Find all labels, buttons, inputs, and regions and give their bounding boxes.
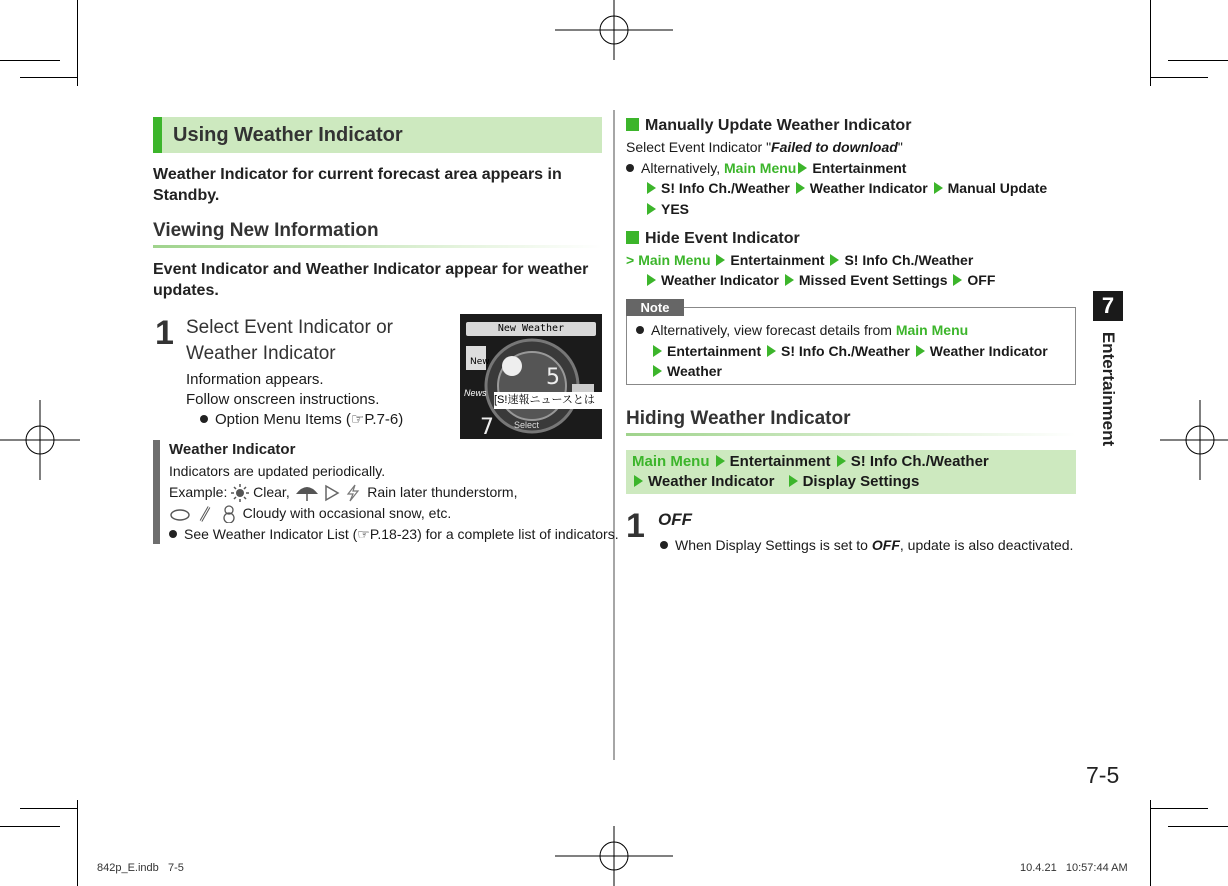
step-number: 1 bbox=[155, 314, 174, 352]
wi-see-list: See Weather Indicator List (☞P.18-23) for a complete list of indicators. bbox=[169, 524, 619, 544]
section-title-using-weather-indicator: Using Weather Indicator bbox=[153, 117, 602, 153]
arrow-icon bbox=[916, 345, 925, 357]
chapter-label: Entertainment bbox=[1099, 331, 1118, 447]
step-main-text: Select Event Indicator or Weather Indicator bbox=[186, 317, 393, 364]
umbrella-icon bbox=[294, 484, 320, 502]
arrow-icon bbox=[798, 162, 807, 174]
note-bar bbox=[153, 440, 160, 544]
hide-event-line-2: Weather Indicator Missed Event Settings OFF bbox=[645, 270, 995, 290]
subheading-underline bbox=[626, 433, 1076, 436]
screen-ticker: [S!速報ニュースとは bbox=[494, 392, 602, 409]
snowman-icon bbox=[219, 505, 239, 523]
wi-line-1: Indicators are updated periodically. bbox=[169, 463, 386, 479]
bullet-icon bbox=[636, 326, 644, 334]
note-label: Note bbox=[626, 299, 684, 316]
intro-text: Weather Indicator for current forecast area appears in Standby. bbox=[153, 166, 562, 204]
hide-event-line-1: > Main Menu Entertainment S! Info Ch./Weather bbox=[626, 252, 974, 268]
svg-text:New: New bbox=[470, 357, 490, 367]
arrow-icon bbox=[796, 182, 805, 194]
bullet-icon bbox=[169, 530, 177, 538]
arrow-later-icon bbox=[324, 484, 340, 502]
arrow-icon bbox=[934, 182, 943, 194]
screen-title: New Weather bbox=[466, 322, 596, 336]
manual-alt-line-3: YES bbox=[645, 199, 689, 219]
manual-select-line: Select Event Indicator "Failed to download" bbox=[626, 139, 903, 155]
page-ref-icon: ☞ bbox=[350, 411, 365, 428]
screen-news-label: News bbox=[464, 388, 487, 398]
arrow-icon bbox=[716, 254, 725, 266]
note-line-2: Entertainment S! Info Ch./Weather Weather Indicator bbox=[651, 341, 1048, 361]
chapter-number-tab: 7 bbox=[1093, 291, 1123, 321]
svg-text:7: 7 bbox=[480, 415, 494, 439]
path-band-line-1: Main Menu Entertainment S! Info Ch./Weather bbox=[632, 453, 989, 470]
step-off-text: OFF bbox=[658, 510, 692, 529]
bullet-icon bbox=[200, 415, 208, 423]
viewing-intro-text: Event Indicator and Weather Indicator appear for weather updates. bbox=[153, 261, 589, 299]
viewing-new-information-title: Viewing New Information bbox=[153, 220, 379, 241]
footer-file: 842p_E.indb 7-5 bbox=[97, 862, 184, 874]
slash-occasional-icon bbox=[195, 505, 215, 523]
page-number: 7-5 bbox=[1086, 762, 1120, 788]
arrow-icon bbox=[653, 365, 662, 377]
bullet-icon bbox=[660, 541, 668, 549]
path-band-line-2: Weather Indicator Display Settings bbox=[632, 472, 919, 492]
arrow-icon bbox=[785, 274, 794, 286]
arrow-icon bbox=[647, 203, 656, 215]
cloud-icon bbox=[169, 506, 191, 522]
step-number: 1 bbox=[626, 507, 645, 545]
sun-icon bbox=[231, 484, 249, 502]
step-line-1: Information appears. bbox=[186, 371, 324, 388]
chapter-label-container bbox=[1093, 324, 1123, 454]
hide-event-title: Hide Event Indicator bbox=[626, 230, 800, 248]
arrow-icon bbox=[716, 455, 725, 467]
square-bullet-icon bbox=[626, 118, 639, 131]
arrow-icon bbox=[837, 455, 846, 467]
manual-alt-line-2: S! Info Ch./Weather Weather Indicator Manual Update bbox=[645, 178, 1047, 198]
arrow-icon bbox=[830, 254, 839, 266]
screen-select-label: Select bbox=[514, 420, 540, 430]
subheading-underline bbox=[153, 245, 602, 248]
bullet-icon bbox=[626, 164, 634, 172]
manual-alt-line-1: Alternatively, Main Menu Entertainment bbox=[626, 158, 906, 178]
arrow-icon bbox=[647, 274, 656, 286]
wi-example-line: Example: Clear, Rain later thunderstorm, bbox=[169, 482, 517, 502]
arrow-icon bbox=[953, 274, 962, 286]
square-bullet-icon bbox=[626, 231, 639, 244]
weather-indicator-subtitle: Weather Indicator bbox=[169, 441, 296, 458]
step-bullet-option-menu: Option Menu Items (☞P.7-6) bbox=[200, 410, 403, 430]
wi-cloudy-line: Cloudy with occasional snow, etc. bbox=[169, 503, 451, 523]
step-note: When Display Settings is set to OFF, update is also deactivated. bbox=[660, 535, 1073, 555]
phone-screenshot bbox=[460, 314, 602, 439]
svg-text:5: 5 bbox=[546, 365, 560, 390]
arrow-icon bbox=[767, 345, 776, 357]
page-ref-icon: ☞ bbox=[357, 526, 370, 542]
arrow-icon bbox=[647, 182, 656, 194]
step-line-2: Follow onscreen instructions. bbox=[186, 391, 380, 408]
note-line-1: Alternatively, view forecast details from Main Menu bbox=[636, 320, 968, 340]
arrow-icon bbox=[634, 475, 643, 487]
manual-update-title: Manually Update Weather Indicator bbox=[626, 117, 911, 135]
arrow-icon bbox=[653, 345, 662, 357]
hiding-weather-indicator-title: Hiding Weather Indicator bbox=[626, 408, 851, 429]
note-line-3: Weather bbox=[651, 361, 722, 381]
arrow-icon bbox=[789, 475, 798, 487]
lightning-icon bbox=[343, 484, 363, 502]
footer-timestamp: 10.4.21 10:57:44 AM bbox=[1020, 862, 1128, 874]
